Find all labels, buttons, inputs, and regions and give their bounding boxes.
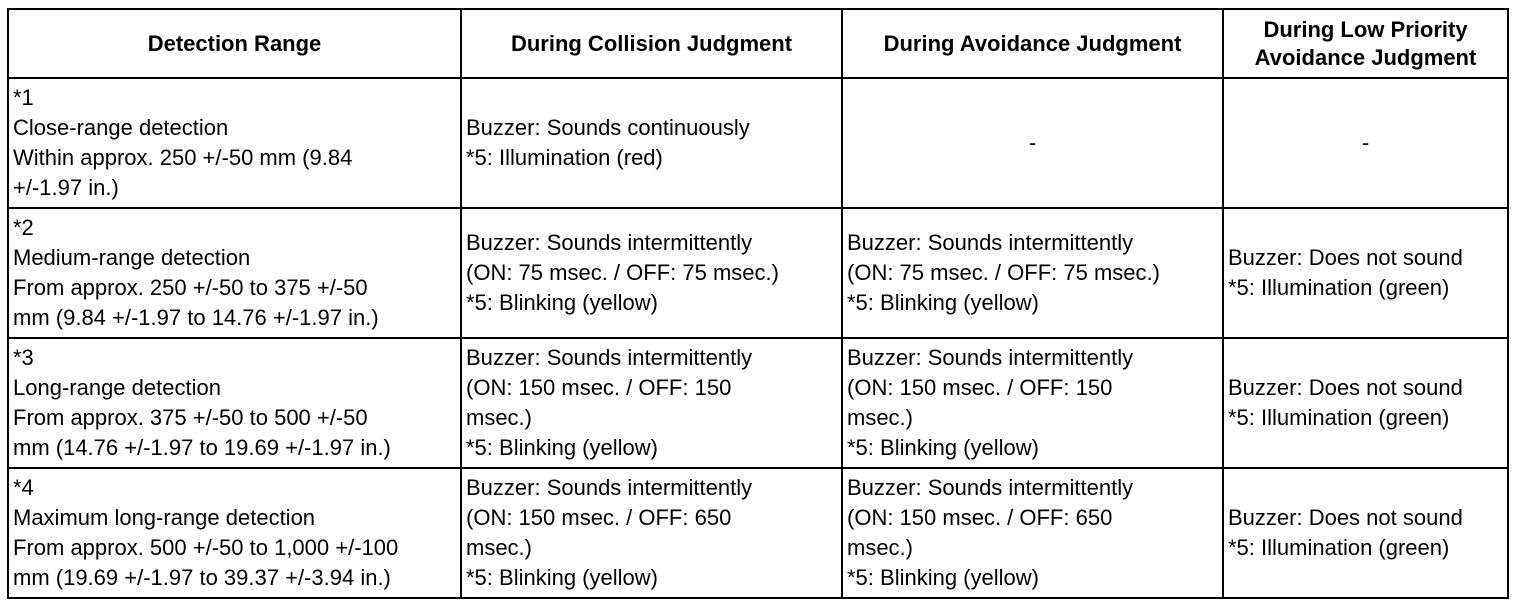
- cell-collision: [461, 468, 842, 598]
- avoidance-timing: (ON: 150 msec. / OFF: 150: [847, 375, 1113, 400]
- low-priority-buzzer: Buzzer: Does not sound: [1228, 375, 1463, 400]
- avoidance-buzzer: Buzzer: Sounds intermittently: [847, 230, 1134, 255]
- avoidance-buzzer: Buzzer: Sounds intermittently: [847, 475, 1134, 500]
- header-avoidance-judgment: During Avoidance Judgment: [842, 9, 1223, 78]
- cell-avoidance: [842, 338, 1223, 468]
- low-priority-indicator: *5: Illumination (green): [1228, 535, 1450, 560]
- table-row: [8, 208, 1508, 338]
- collision-timing: (ON: 75 msec. / OFF: 75 msec.): [466, 260, 779, 285]
- detection-range-table: [7, 8, 1509, 599]
- cell-collision: [461, 208, 842, 338]
- avoidance-timing: (ON: 75 msec. / OFF: 75 msec.): [847, 260, 1160, 285]
- range-name: Close-range detection: [13, 115, 229, 140]
- collision-buzzer: Buzzer: Sounds intermittently: [466, 475, 753, 500]
- low-priority-buzzer: Buzzer: Does not sound: [1228, 245, 1463, 270]
- header-low-priority-judgment: During Low Priority Avoidance Judgment: [1223, 9, 1508, 78]
- range-name: Medium-range detection: [13, 245, 251, 270]
- collision-buzzer: Buzzer: Sounds intermittently: [466, 230, 753, 255]
- cell-avoidance: [842, 208, 1223, 338]
- cell-range: [8, 338, 461, 468]
- range-name: Maximum long-range detection: [13, 505, 316, 530]
- cell-avoidance: [842, 468, 1223, 598]
- collision-timing: (ON: 150 msec. / OFF: 650: [466, 505, 732, 530]
- avoidance-indicator: *5: Blinking (yellow): [847, 290, 1039, 315]
- table-row: [8, 468, 1508, 598]
- cell-collision: [461, 338, 842, 468]
- avoidance-timing: (ON: 150 msec. / OFF: 650: [847, 505, 1113, 530]
- avoidance-timing-cont: msec.): [847, 535, 913, 560]
- avoidance-timing-cont: msec.): [847, 405, 913, 430]
- collision-timing-cont: msec.): [466, 535, 532, 560]
- range-code: *2: [13, 215, 34, 240]
- range-code: *3: [13, 345, 34, 370]
- range-distance: From approx. 250 +/-50 to 375 +/-50: [13, 275, 368, 300]
- avoidance-indicator: *5: Blinking (yellow): [847, 565, 1039, 590]
- range-name: Long-range detection: [13, 375, 221, 400]
- table-row: [8, 78, 1508, 208]
- range-distance: Within approx. 250 +/-50 mm (9.84: [13, 145, 353, 170]
- cell-range: [8, 468, 461, 598]
- header-collision-judgment: During Collision Judgment: [461, 9, 842, 78]
- cell-range: [8, 208, 461, 338]
- range-distance: From approx. 375 +/-50 to 500 +/-50: [13, 405, 368, 430]
- collision-timing-cont: msec.): [466, 405, 532, 430]
- range-distance-cont: mm (14.76 +/-1.97 to 19.69 +/-1.97 in.): [13, 435, 391, 460]
- cell-range: [8, 78, 461, 208]
- collision-buzzer: Buzzer: Sounds intermittently: [466, 345, 753, 370]
- range-distance-cont: mm (19.69 +/-1.97 to 39.37 +/-3.94 in.): [13, 565, 391, 590]
- table-row: [8, 338, 1508, 468]
- cell-low-priority: -: [1223, 78, 1508, 208]
- collision-timing: (ON: 150 msec. / OFF: 150: [466, 375, 732, 400]
- cell-avoidance: -: [842, 78, 1223, 208]
- low-priority-indicator: *5: Illumination (green): [1228, 405, 1450, 430]
- header-detection-range: Detection Range: [8, 9, 461, 78]
- collision-indicator: *5: Illumination (red): [466, 145, 663, 170]
- low-priority-buzzer: Buzzer: Does not sound: [1228, 505, 1463, 530]
- collision-indicator: *5: Blinking (yellow): [466, 290, 658, 315]
- cell-low-priority: [1223, 338, 1508, 468]
- range-distance-cont: +/-1.97 in.): [13, 175, 119, 200]
- range-code: *4: [13, 475, 34, 500]
- range-distance-cont: mm (9.84 +/-1.97 to 14.76 +/-1.97 in.): [13, 305, 379, 330]
- cell-low-priority: [1223, 468, 1508, 598]
- low-priority-indicator: *5: Illumination (green): [1228, 275, 1450, 300]
- cell-low-priority: [1223, 208, 1508, 338]
- collision-buzzer: Buzzer: Sounds continuously: [466, 115, 750, 140]
- avoidance-buzzer: Buzzer: Sounds intermittently: [847, 345, 1134, 370]
- cell-collision: [461, 78, 842, 208]
- range-code: *1: [13, 85, 34, 110]
- range-distance: From approx. 500 +/-50 to 1,000 +/-100: [13, 535, 399, 560]
- header-row: [8, 9, 1508, 78]
- collision-indicator: *5: Blinking (yellow): [466, 435, 658, 460]
- collision-indicator: *5: Blinking (yellow): [466, 565, 658, 590]
- avoidance-indicator: *5: Blinking (yellow): [847, 435, 1039, 460]
- detection-table-container: [7, 8, 1507, 599]
